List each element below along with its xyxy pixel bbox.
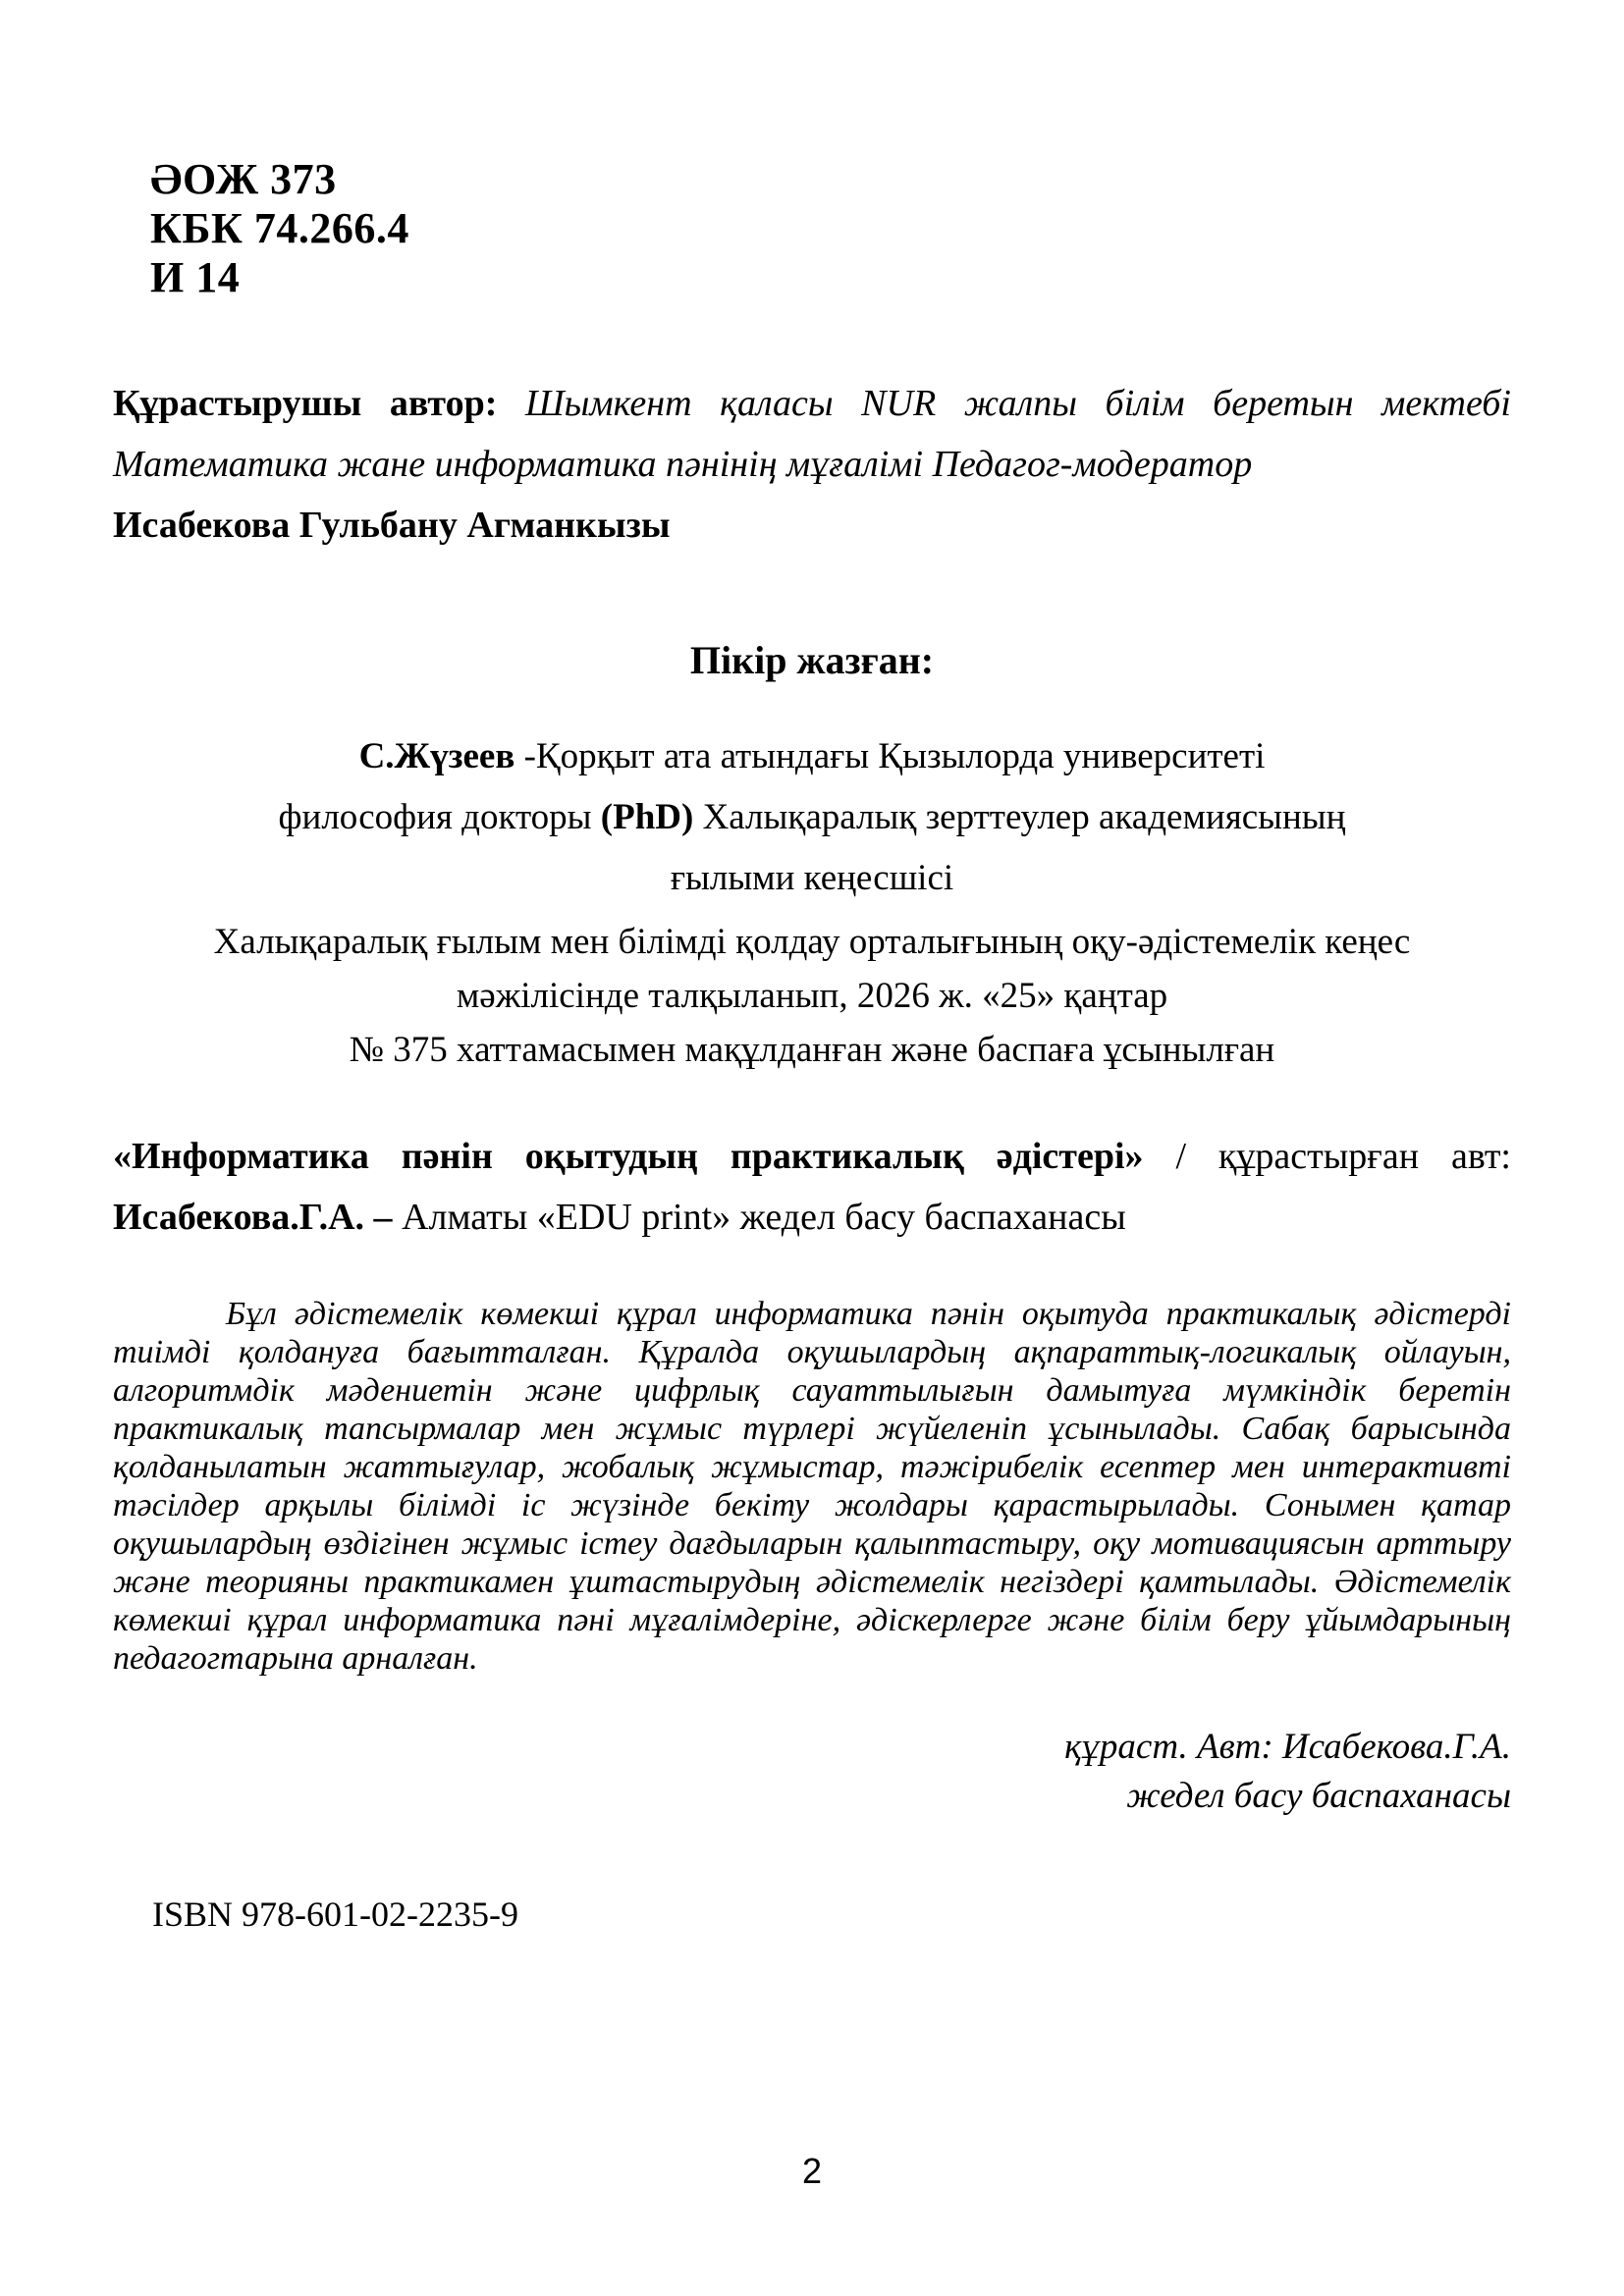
title-publisher: Алматы «EDU print» жедел басу баспаханасы xyxy=(402,1197,1126,1238)
approval-block xyxy=(113,915,1511,1077)
reviewer-degree-phd: (PhD) xyxy=(600,797,694,837)
reviewer-degree-rest: Халықаралық зерттеулер академиясының xyxy=(693,797,1346,837)
author-line-2: Математика жане информатика пәнінің мұғалімі Педагог-модератор xyxy=(113,444,1253,485)
title-line-1 xyxy=(113,1126,1511,1187)
title-line-2 xyxy=(113,1187,1511,1248)
author-label: Құрастырушы автор: xyxy=(113,383,525,424)
colophon-line-2: жедел басу баспаханасы xyxy=(1126,1776,1511,1816)
title-compiler-label: / құрастырған авт: xyxy=(1143,1136,1511,1177)
author-name: Исабекова Гульбану Агманкызы xyxy=(113,505,671,546)
colophon xyxy=(113,1723,1511,1821)
book-title: «Информатика пәнін оқытудың практикалық әдістері» xyxy=(113,1136,1144,1177)
isbn: ISBN 978-601-02-2235-9 xyxy=(152,1895,518,1934)
reviewer-block xyxy=(113,726,1511,909)
reviewer-degree-pre: философия докторы xyxy=(278,797,601,837)
classification-codes xyxy=(150,155,1511,302)
reviewer-name: С.Жүзеев xyxy=(358,736,515,776)
title-block xyxy=(113,1126,1511,1248)
udc-code: ӘОЖ 373 xyxy=(150,155,337,203)
reviewer-heading: Пікір жазған: xyxy=(689,638,935,682)
approval-line-1: Халықаралық ғылым мен білімді қолдау орталығының оқу-әдістемелік кеңес xyxy=(213,922,1411,962)
author-block xyxy=(113,373,1511,556)
title-author-name: Исабекова.Г.А. – xyxy=(113,1197,403,1238)
bbk-code: КБК 74.266.4 xyxy=(150,204,409,252)
annotation-paragraph: Бұл әдістемелік көмекші құрал информатика пәнін оқытуда практикалық әдістерді тиімді қолдануға бағытталған. Құралда оқушылардың ақпараттық-логикалық ойлауын, алгоритмдік мәдениетін және цифрлық сауаттылығын дамытуға мүмкіндік беретін практикалық тапсырмалар мен жұмыс түрлері жүйеленіп ұсынылады. Сабақ барысында қолданылатын жаттығулар, жобалық жұмыстар, тәжірибелік есептер мен интерактивті тәсілдер арқылы білімді іс жүзінде бекіту жолдары қарастырылады. Сонымен қатар оқушылардың өздігінен жұмыс істеу дағдыларын қалыптастыру, оқу мотивациясын арттыру және теорияны практикамен ұштастырудың әдістемелік негіздері қамтылады. Әдістемелік көмекші құрал информатика пәні мұғалімдеріне, әдіскерлерге және білім беру ұйымдарының педагогтарына арналған. xyxy=(113,1296,1511,1677)
colophon-line-1: құраст. Авт: Исабекова.Г.А. xyxy=(1064,1727,1511,1767)
reviewer-line-1 xyxy=(113,726,1511,787)
reviewer-affiliation: -Қорқыт ата атындағы Қызылорда университеті xyxy=(514,736,1266,776)
author-line-1 xyxy=(113,373,1511,434)
reviewer-line-2 xyxy=(113,787,1511,848)
approval-line-3: № 375 хаттамасымен мақұлданған және баспаға ұсынылған xyxy=(349,1030,1275,1070)
author-sign-code: И 14 xyxy=(150,253,241,301)
page-number: 2 xyxy=(801,2151,823,2191)
author-school: Шымкент қаласы NUR жалпы білім беретын мектебі xyxy=(524,383,1511,424)
reviewer-line-3: ғылыми кеңесшісі xyxy=(670,858,954,898)
approval-line-2: мәжілісінде талқыланып, 2026 ж. «25» қаңтар xyxy=(456,976,1168,1016)
